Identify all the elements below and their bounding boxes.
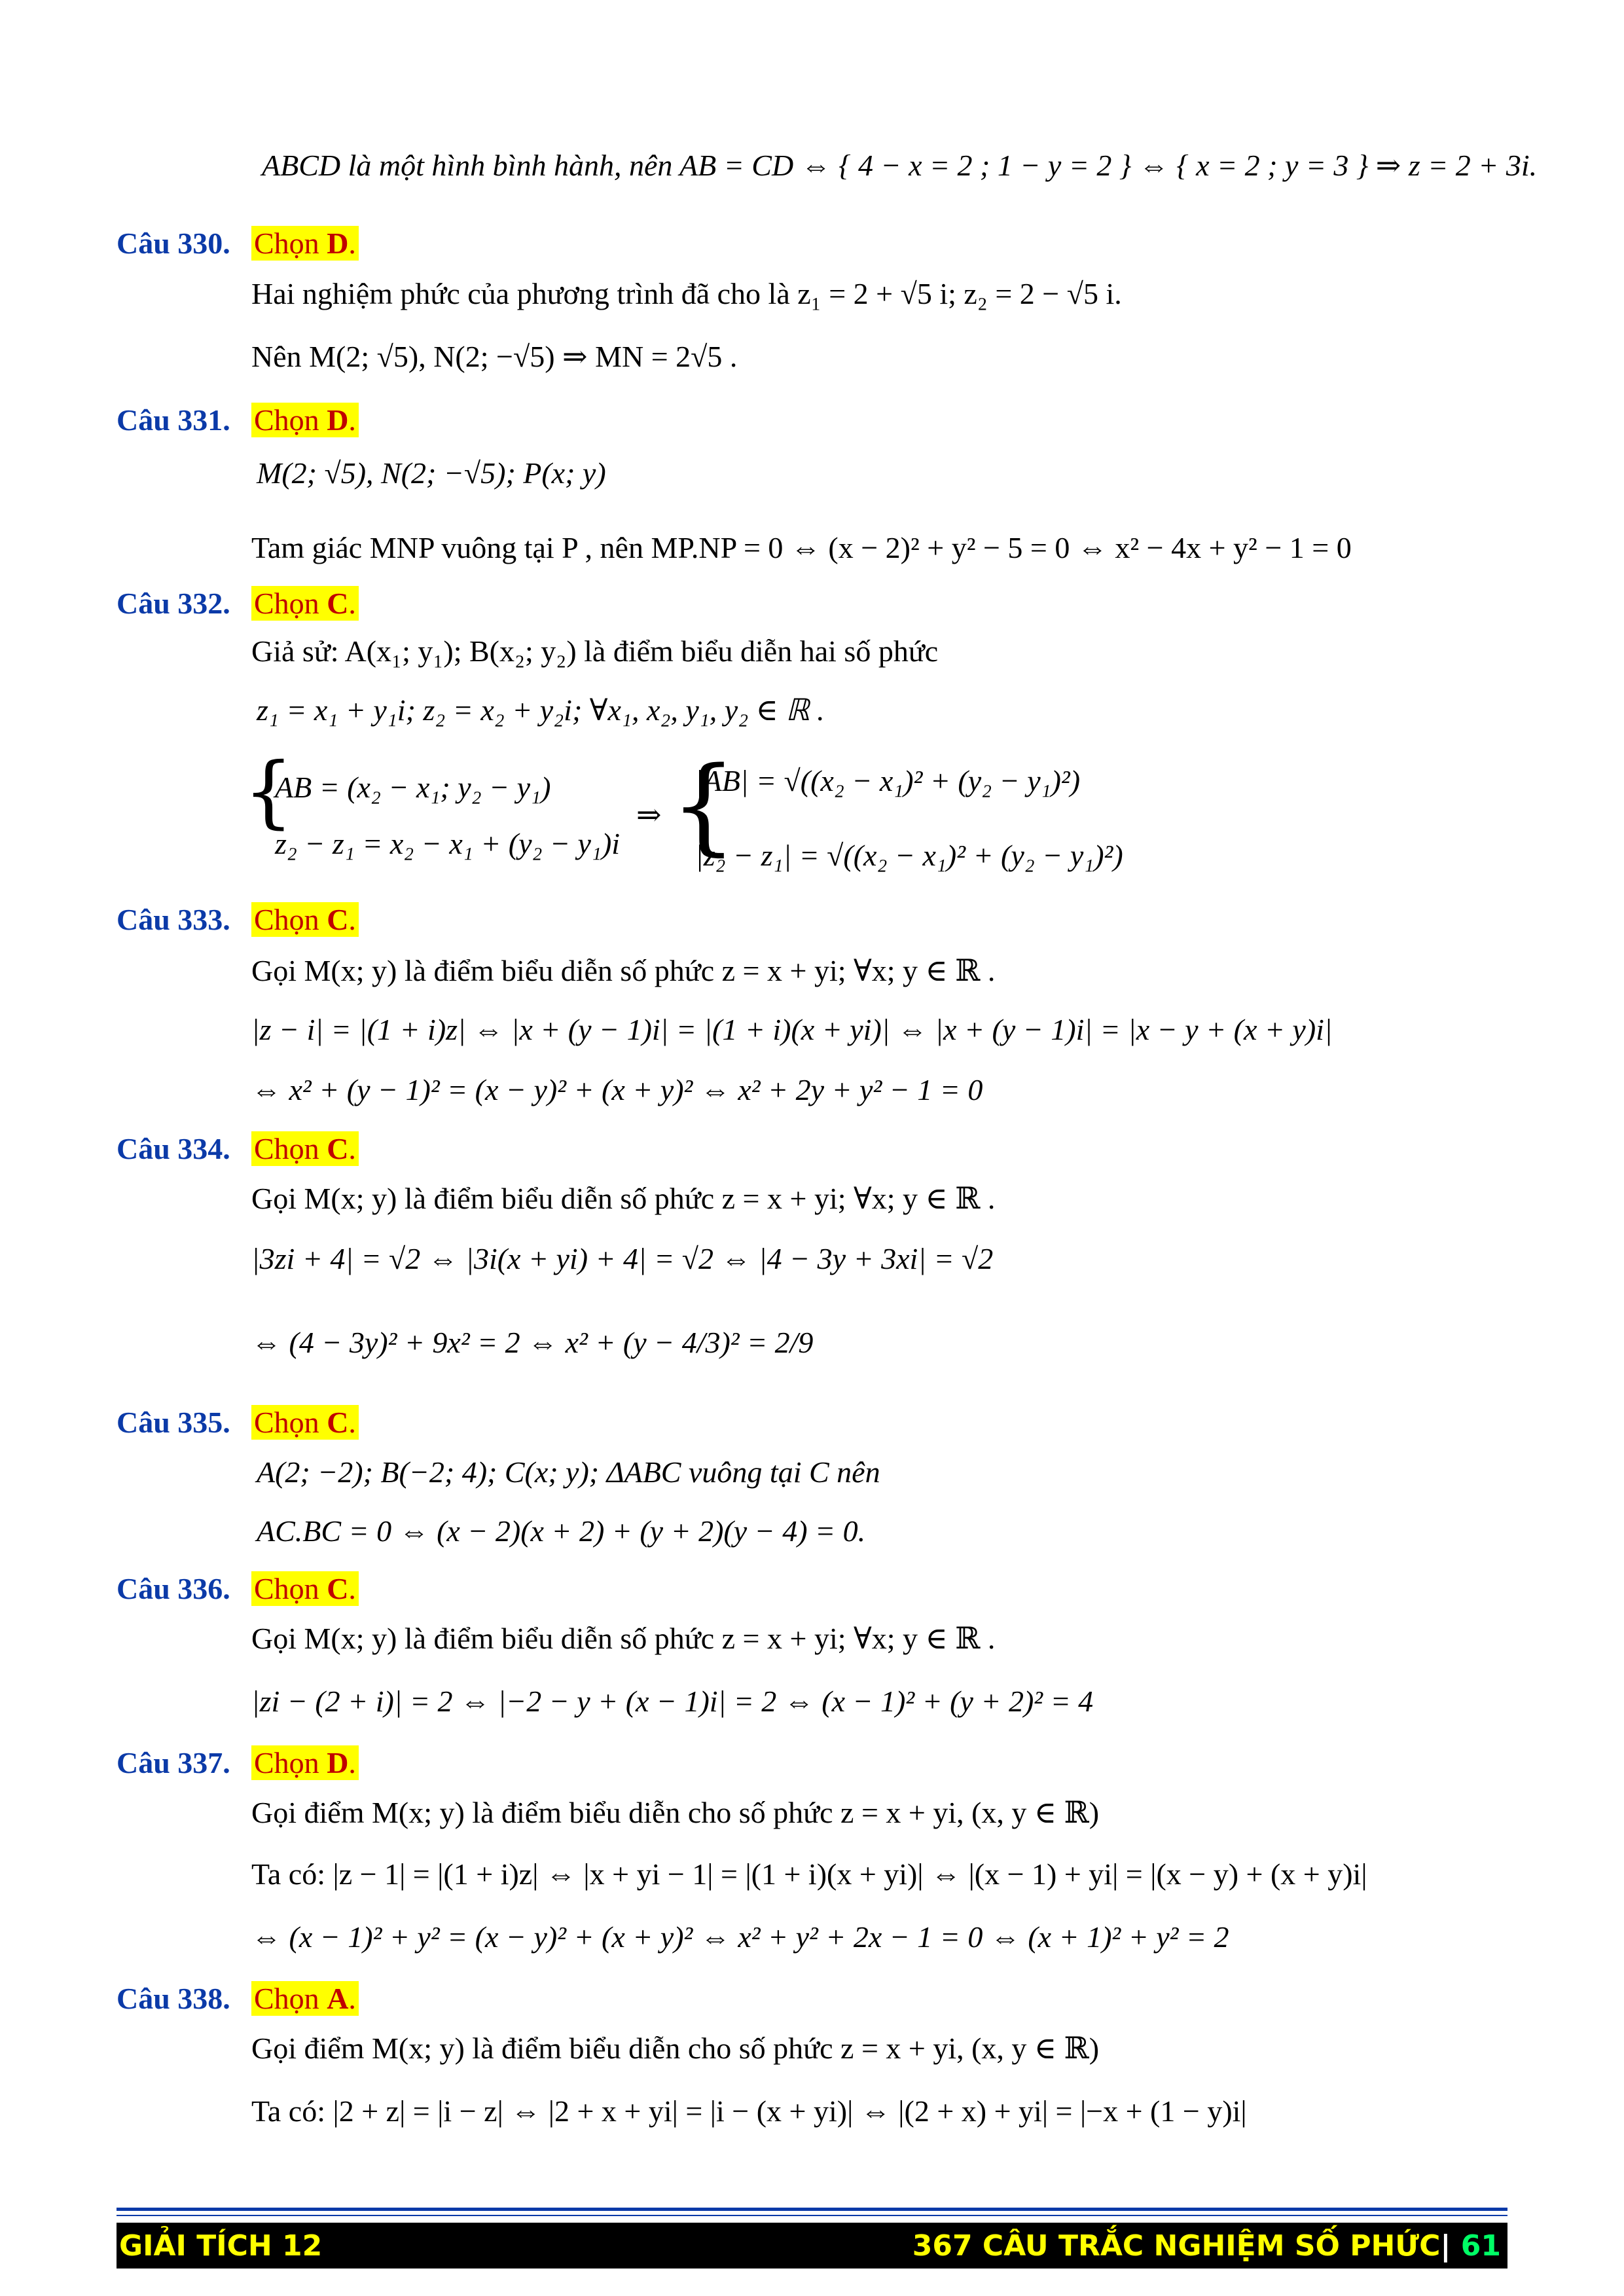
footer-subject: GIẢI TÍCH 12 (119, 2229, 323, 2263)
question-label: Câu 336. (117, 1572, 230, 1605)
solution-line: A(2; −2); B(−2; 4); C(x; y); ΔABC vuông tại C nên (257, 1455, 880, 1489)
answer-choice: Chọn D. (251, 226, 359, 261)
solution-line: AC.BC = 0 ⇔ (x − 2)(x + 2) + (y + 2)(y − 4) = 0. (257, 1514, 866, 1548)
solution-line: ABCD là một hình bình hành, nên AB = CD ⇔ { 4 − x = 2 ; 1 − y = 2 } ⇔ { x = 2 ; y = 3 } ⇒ z = 2 + 3i. (262, 149, 1538, 182)
answer-choice: Chọn C. (251, 1131, 359, 1166)
solution-line: Giả sử: A(x₁; y₁); B(x₂; y₂) là điểm biểu diễn hai số phức (251, 634, 939, 668)
solution-line: |z − i| = |(1 + i)z| ⇔ |x + (y − 1)i| = |(1 + i)(x + yi)| ⇔ |x + (y − 1)i| = |x − y + (x + y)i| (251, 1013, 1333, 1046)
solution-line: Gọi M(x; y) là điểm biểu diễn số phức z = x + yi; ∀x; y ∈ ℝ . (251, 954, 996, 987)
answer-choice: Chọn D. (251, 403, 359, 437)
question-label: Câu 335. (117, 1406, 230, 1439)
solution-line: ⇔ (4 − 3y)² + 9x² = 2 ⇔ x² + (y − 4/3)² = 2/9 (251, 1326, 814, 1359)
question-label: Câu 330. (117, 227, 230, 260)
answer-choice: Chọn C. (251, 1571, 359, 1606)
page-number: 61 (1460, 2229, 1501, 2263)
answer-choice: Chọn A. (251, 1981, 359, 2016)
solution-line: ⇔ x² + (y − 1)² = (x − y)² + (x + y)² ⇔ x² + 2y + y² − 1 = 0 (251, 1073, 983, 1106)
solution-line: Ta có: |2 + z| = |i − z| ⇔ |2 + x + yi| = |i − (x + yi)| ⇔ |(2 + x) + yi| = |−x + (1 − y)i| (251, 2094, 1247, 2128)
solution-line: Ta có: |z − 1| = |(1 + i)z| ⇔ |x + yi − 1| = |(1 + i)(x + yi)| ⇔ |(x − 1) + yi| = |(x − y) + (x + y)i| (251, 1857, 1367, 1891)
footer-rule (117, 2215, 1507, 2216)
system-row: |AB| = √((x₂ − x₁)² + (y₂ − y₁)²) (695, 764, 1081, 797)
solution-line: Gọi điểm M(x; y) là điểm biểu diễn cho số phức z = x + yi, (x, y ∈ ℝ) (251, 1796, 1100, 1829)
page-footer (117, 2223, 1507, 2269)
solution-line: Gọi điểm M(x; y) là điểm biểu diễn cho số phức z = x + yi, (x, y ∈ ℝ) (251, 2032, 1100, 2065)
left-brace: { (244, 746, 294, 837)
system-row: AB = (x₂ − x₁; y₂ − y₁) (275, 771, 551, 804)
question-label: Câu 331. (117, 403, 230, 437)
question-label: Câu 332. (117, 587, 230, 620)
footer-separator: | (1440, 2229, 1451, 2263)
solution-line: |zi − (2 + i)| = 2 ⇔ |−2 − y + (x − 1)i| = 2 ⇔ (x − 1)² + (y + 2)² = 4 (251, 1685, 1094, 1718)
solution-line: ⇔ (x − 1)² + y² = (x − y)² + (x + y)² ⇔ x² + y² + 2x − 1 = 0 ⇔ (x + 1)² + y² = 2 (251, 1920, 1229, 1954)
solution-line: |3zi + 4| = √2 ⇔ |3i(x + yi) + 4| = √2 ⇔ |4 − 3y + 3xi| = √2 (251, 1242, 994, 1275)
question-label: Câu 338. (117, 1982, 230, 2015)
solution-line: z₁ = x₁ + y₁i; z₂ = x₂ + y₂i; ∀x₁, x₂, y₁, y₂ ∈ ℝ . (257, 693, 825, 727)
question-label: Câu 333. (117, 903, 230, 936)
solution-line: Gọi M(x; y) là điểm biểu diễn số phức z = x + yi; ∀x; y ∈ ℝ . (251, 1622, 996, 1655)
solution-line: Tam giác MNP vuông tại P , nên MP.NP = 0 ⇔ (x − 2)² + y² − 5 = 0 ⇔ x² − 4x + y² − 1 = 0 (251, 531, 1352, 564)
system-row: z₂ − z₁ = x₂ − x₁ + (y₂ − y₁)i (275, 827, 621, 860)
answer-choice: Chọn C. (251, 1405, 359, 1440)
solution-line: Gọi M(x; y) là điểm biểu diễn số phức z = x + yi; ∀x; y ∈ ℝ . (251, 1182, 996, 1215)
question-label: Câu 334. (117, 1132, 230, 1165)
answer-choice: Chọn D. (251, 1745, 359, 1780)
question-label: Câu 337. (117, 1746, 230, 1779)
footer-title: 367 CÂU TRẮC NGHIỆM SỐ PHỨC| 61 (912, 2229, 1501, 2263)
system-row: |z₂ − z₁| = √((x₂ − x₁)² + (y₂ − y₁)²) (695, 839, 1123, 872)
answer-choice: Chọn C. (251, 902, 359, 937)
footer-rule (117, 2208, 1507, 2211)
solution-line: M(2; √5), N(2; −√5); P(x; y) (257, 456, 606, 490)
left-brace: { (670, 744, 737, 866)
solution-line: Hai nghiệm phức của phương trình đã cho là z₁ = 2 + √5 i; z₂ = 2 − √5 i. (251, 277, 1122, 310)
answer-choice: Chọn C. (251, 586, 359, 621)
implies-symbol: ⇒ (636, 798, 662, 831)
solution-line: Nên M(2; √5), N(2; −√5) ⇒ MN = 2√5 . (251, 340, 738, 373)
